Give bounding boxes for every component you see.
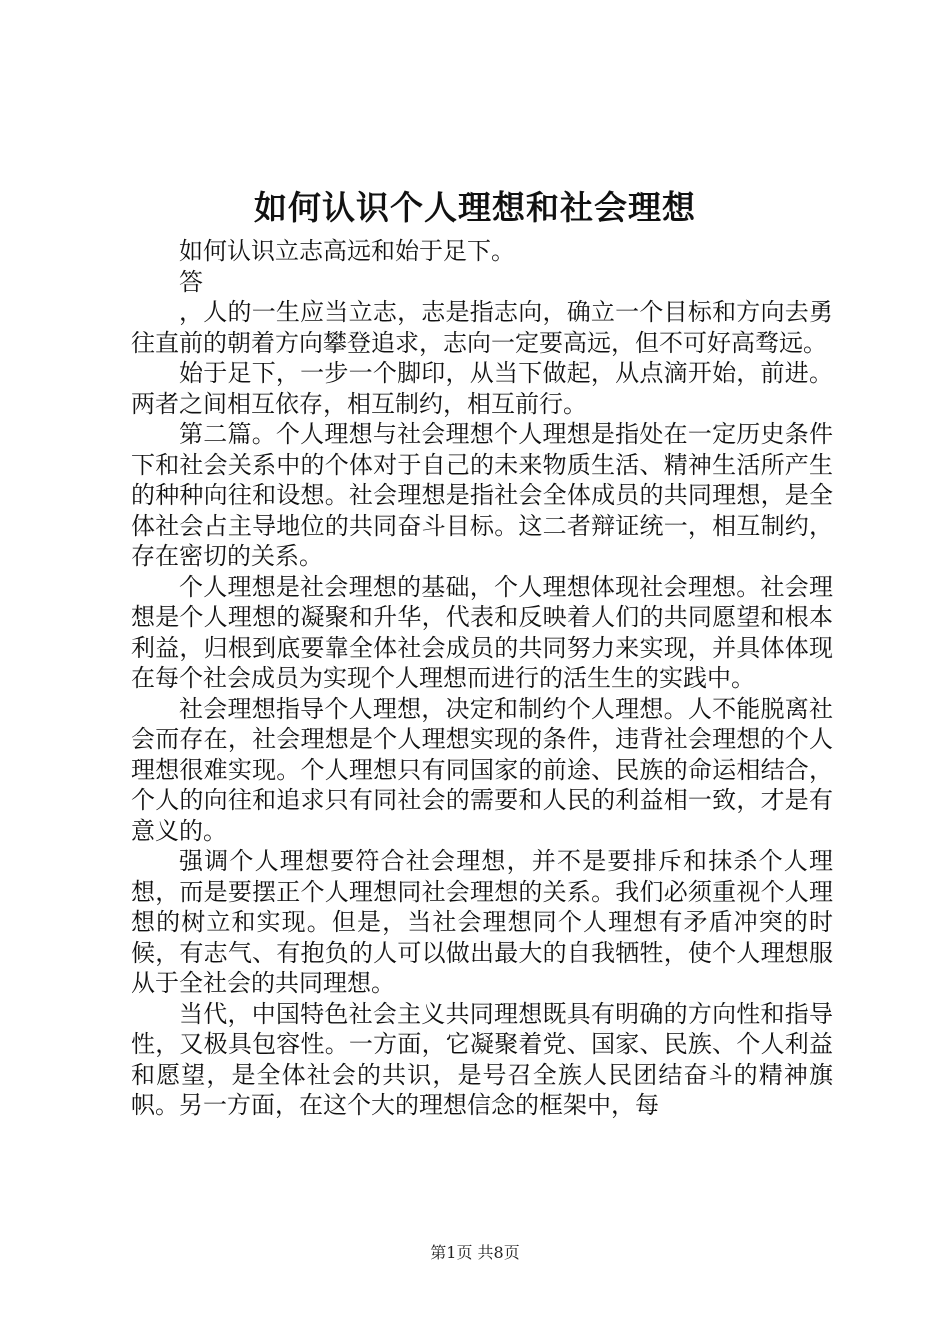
document-body xyxy=(131,236,833,1121)
paragraph: 强调个人理想要符合社会理想，并不是要排斥和抹杀个人理想，而是要摆正个人理想同社会理想的关系。我们必须重视个人理想的树立和实现。但是，当社会理想同个人理想有矛盾冲突的时候，有志气、有抱负的人可以做出最大的自我牺牲，使个人理想服从于全社会的共同理想。 xyxy=(131,847,833,997)
paragraph: 始于足下，一步一个脚印，从当下做起，从点滴开始，前进。两者之间相互依存，相互制约，相互前行。 xyxy=(131,359,833,418)
paragraph: 如何认识立志高远和始于足下。 xyxy=(179,237,515,265)
paragraph: 当代，中国特色社会主义共同理想既具有明确的方向性和指导性，又极具包容性。一方面，它凝聚着党、国家、民族、个人利益和愿望，是全体社会的共识，是号召全族人民团结奋斗的精神旗帜。另一方面，在这个大的理想信念的框架中，每 xyxy=(131,999,833,1119)
page-footer: 第1页 共8页 xyxy=(430,1243,520,1262)
paragraph: ，人的一生应当立志，志是指志向，确立一个目标和方向去勇往直前的朝着方向攀登追求，志向一定要高远，但不可好高骛远。 xyxy=(131,298,833,357)
paragraph: 个人理想是社会理想的基础，个人理想体现社会理想。社会理想是个人理想的凝聚和升华，代表和反映着人们的共同愿望和根本利益，归根到底要靠全体社会成员的共同努力来实现，并具体体现在每个社会成员为实现个人理想而进行的活生生的实践中。 xyxy=(131,572,833,692)
document-title: 如何认识个人理想和社会理想 xyxy=(254,188,696,227)
paragraph: 第二篇。个人理想与社会理想个人理想是指处在一定历史条件下和社会关系中的个体对于自己的未来物质生活、精神生活所产生的种种向往和设想。社会理想是指社会全体成员的共同理想，是全体社会占主导地位的共同奋斗目标。这二者辩证统一，相互制约，存在密切的关系。 xyxy=(131,420,833,570)
paragraph: 答 xyxy=(179,267,203,296)
paragraph: 社会理想指导个人理想，决定和制约个人理想。人不能脱离社会而存在，社会理想是个人理想实现的条件，违背社会理想的个人理想很难实现。个人理想只有同国家的前途、民族的命运相结合，个人的向往和追求只有同社会的需要和人民的利益相一致，才是有意义的。 xyxy=(131,694,833,845)
